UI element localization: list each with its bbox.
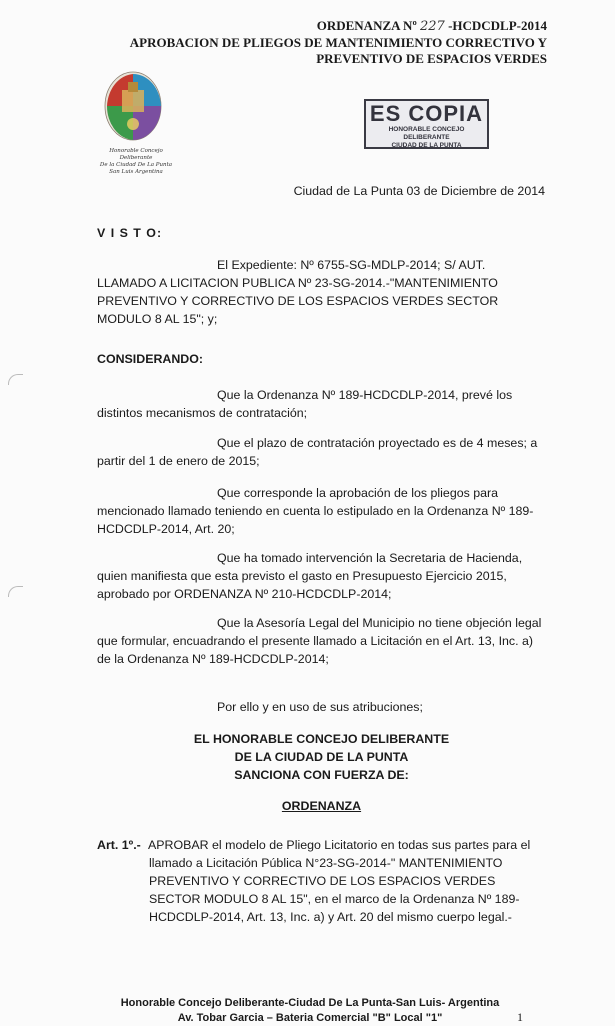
stamp-line-1: HONORABLE CONCEJO DELIBERANTE <box>388 126 465 141</box>
copy-stamp <box>364 99 489 149</box>
considerando-paragraph <box>97 484 546 538</box>
ordenanza-title: ORDENANZA <box>281 799 362 813</box>
paragraph-line: quien manifiesta que esta previsto el gasto en Presupuesto Ejercicio 2015, <box>97 569 507 583</box>
margin-punch-mark <box>8 586 23 597</box>
document-date: Ciudad de La Punta 03 de Diciembre de 2014 <box>293 184 545 198</box>
header-title-line-2: PREVENTIVO DE ESPACIOS VERDES <box>316 51 547 66</box>
sanciona-line: DE LA CIUDAD DE LA PUNTA <box>234 750 409 764</box>
sanciona-line: SANCIONA CON FUERZA DE: <box>234 768 409 782</box>
paragraph-line: HCDCDLP-2014, Art. 20; <box>97 522 235 536</box>
article-1-label: Art. 1º.- <box>97 838 141 852</box>
footer-line-2: Av. Tobar Garcia – Bateria Comercial "B" Local "1" <box>177 1012 443 1024</box>
paragraph-first-line: Que la Asesoría Legal del Municipio no tiene objeción legal <box>217 616 542 630</box>
page-number: 1 <box>517 1010 523 1024</box>
sanciona-line: EL HONORABLE CONCEJO DELIBERANTE <box>193 732 450 746</box>
paragraph-first-line: Que el plazo de contratación proyectado es de 4 meses; a <box>217 436 538 450</box>
logo-caption <box>96 148 176 176</box>
considerando-paragraph <box>97 386 546 422</box>
paragraph-line: mencionado llamado teniendo en cuenta lo estipulado en la Ordenanza Nº 189- <box>97 504 534 518</box>
visto-section <box>97 256 546 328</box>
paragraph-first-line: Que ha tomado intervención la Secretaria de Hacienda, <box>217 551 523 565</box>
paragraph-line: partir del 1 de enero de 2015; <box>97 454 260 468</box>
considerando-paragraph <box>97 549 546 603</box>
ordinance-number-line <box>130 18 547 35</box>
sanciona-block <box>97 730 546 784</box>
logo-caption-line: San Luis Argentina <box>109 169 163 175</box>
article-line: APROBAR el modelo de Pliego Licitatorio en todas sus partes para el <box>148 838 531 852</box>
logo-caption-line: Honorable Concejo Deliberante <box>109 148 163 161</box>
considerando-heading: CONSIDERANDO: <box>97 352 204 366</box>
ordinance-label: ORDENANZA Nº <box>316 18 417 33</box>
ordinance-suffix: -HCDCDLP-2014 <box>448 18 547 33</box>
handwritten-number: 227 <box>419 19 445 34</box>
logo-caption-line: De la Ciudad De La Punta <box>99 162 173 168</box>
ordinance-header <box>130 18 547 67</box>
considerando-paragraph <box>97 614 546 668</box>
article-line: HCDCDLP-2014, Art. 13, Inc. a) y Art. 20 del mismo cuerpo legal.- <box>149 910 512 924</box>
visto-line: LLAMADO A LICITACION PUBLICA Nº 23-SG-2014.-"MANTENIMIENTO <box>97 276 498 290</box>
article-line: PREVENTIVO Y CORRECTIVO DE LOS ESPACIOS VERDES <box>149 874 496 888</box>
header-title-line-1: APROBACION DE PLIEGOS DE MANTENIMIENTO CORRECTIVO Y <box>129 35 547 50</box>
visto-first-line: El Expediente: Nº 6755-SG-MDLP-2014; S/ AUT. <box>217 258 486 272</box>
article-1-body <box>149 836 546 926</box>
margin-punch-mark <box>8 374 23 385</box>
paragraph-first-line: Que la Ordenanza Nº 189-HCDCDLP-2014, prevé los <box>217 388 513 402</box>
council-seal-logo <box>100 68 166 148</box>
visto-heading: V I S T O: <box>97 226 163 240</box>
stamp-line-2: CIUDAD DE LA PUNTA <box>391 142 462 149</box>
considerando-paragraph <box>97 434 546 470</box>
paragraph-line: de la Ordenanza Nº 189-HCDCDLP-2014; <box>97 652 329 666</box>
article-line: llamado a Licitación Pública N°23-SG-2014-" MANTENIMIENTO <box>149 856 503 870</box>
visto-line: MODULO 8 AL 15"; y; <box>97 312 218 326</box>
paragraph-first-line: Que corresponde la aprobación de los pliegos para <box>217 486 499 500</box>
article-line: SECTOR MODULO 8 AL 15", en el marco de la Ordenanza Nº 189- <box>149 892 520 906</box>
stamp-title: ES COPIA <box>369 101 484 126</box>
considerando-closing: Por ello y en uso de sus atribuciones; <box>217 700 423 714</box>
visto-line: PREVENTIVO Y CORRECTIVO DE LOS ESPACIOS VERDES SECTOR <box>97 294 499 308</box>
paragraph-line: que formular, encuadrando el presente llamado a Licitación en el Art. 13, Inc. a) <box>97 634 534 648</box>
footer-line-1: Honorable Concejo Deliberante-Ciudad De La Punta-San Luis- Argentina <box>120 997 500 1009</box>
paragraph-line: aprobado por ORDENANZA Nº 210-HCDCDLP-2014; <box>97 587 392 601</box>
paragraph-line: distintos mecanismos de contratación; <box>97 406 308 420</box>
page-footer <box>60 996 560 1026</box>
